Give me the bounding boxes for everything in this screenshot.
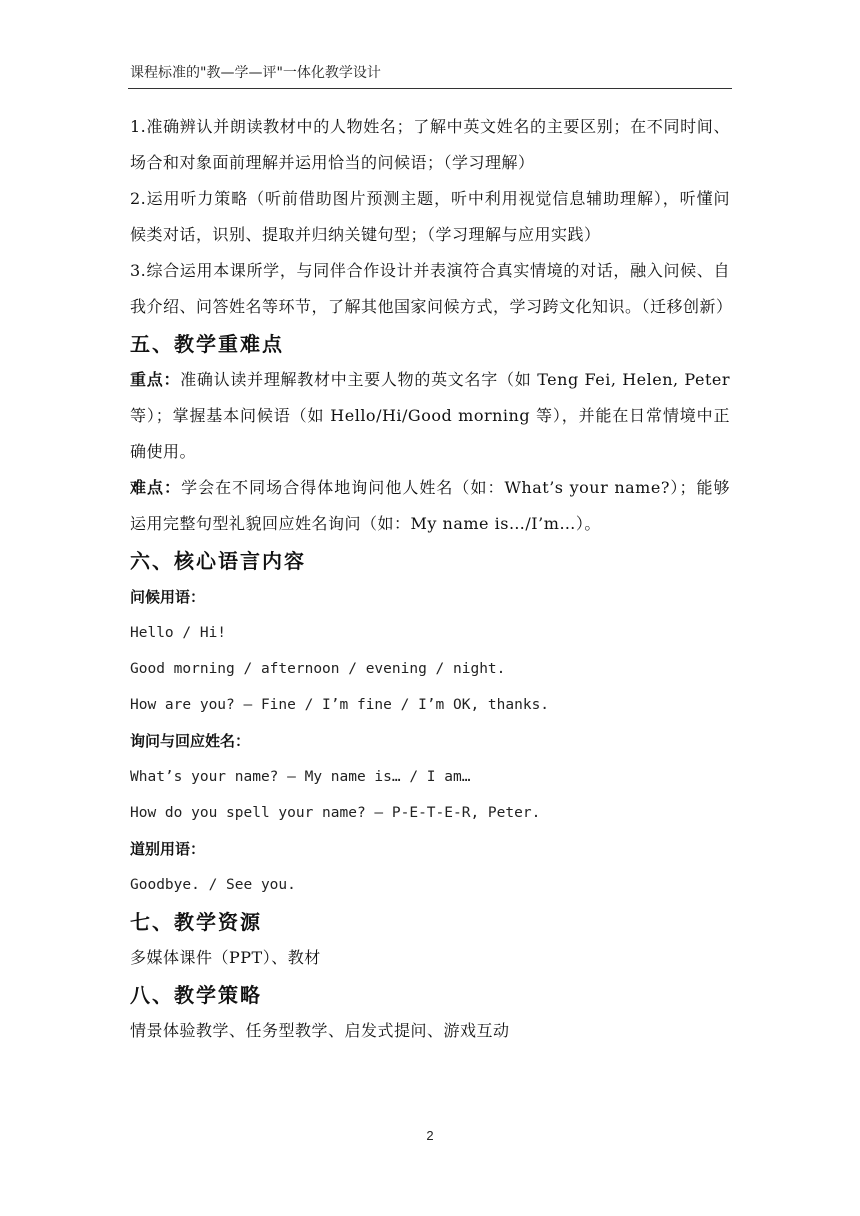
objective-3: 3.综合运用本课所学，与同伴合作设计并表演符合真实情境的对话，融入问候、自我介绍、问答姓名等环节，了解其他国家问候方式，学习跨文化知识。（迁移创新） <box>130 261 733 316</box>
greetings-label: 问候用语： <box>130 588 206 606</box>
section-5-heading: 五、教学重难点 <box>130 332 284 356</box>
section-7-heading: 七、教学资源 <box>130 910 262 934</box>
key-points-label: 重点： <box>130 370 181 389</box>
objective-1: 1.准确辨认并朗读教材中的人物姓名；了解中英文姓名的主要区别；在不同时间、场合和对象面前理解并运用恰当的问候语；（学习理解） <box>130 117 730 172</box>
key-points-paragraph <box>130 362 730 470</box>
name-line-1: What’s your name? — My name is… / I am… <box>130 769 471 785</box>
resources-text: 多媒体课件（PPT）、教材 <box>130 948 321 967</box>
key-points-text: 准确认读并理解教材中主要人物的英文名字（如 Teng Fei, Helen, Peter 等）；掌握基本问候语（如 Hello/Hi/Good morning 等），并能在日常情境中正确使用。 <box>130 370 730 461</box>
greeting-line-3: How are you? — Fine / I’m fine / I’m OK, thanks. <box>130 697 550 713</box>
difficult-points-text: 学会在不同场合得体地询问他人姓名（如：What’s your name?）；能够运用完整句型礼貌回应姓名询问（如：My name is…/I’m…）。 <box>130 478 730 533</box>
header-divider <box>128 88 732 89</box>
greeting-line-1: Hello / Hi! <box>130 625 227 641</box>
difficult-points-paragraph <box>130 470 730 542</box>
goodbye-line-1: Goodbye. / See you. <box>130 877 296 893</box>
section-8-heading: 八、教学策略 <box>130 983 262 1007</box>
page-content <box>130 109 733 1049</box>
running-header: 课程标准的"教—学—评"一体化教学设计 <box>130 65 381 81</box>
greeting-line-2: Good morning / afternoon / evening / night. <box>130 661 506 677</box>
name-line-2: How do you spell your name? — P-E-T-E-R, Peter. <box>130 805 541 821</box>
section-6-heading: 六、核心语言内容 <box>130 549 306 573</box>
strategies-text: 情景体验教学、任务型教学、启发式提问、游戏互动 <box>130 1021 510 1040</box>
objective-2: 2.运用听力策略（听前借助图片预测主题，听中利用视觉信息辅助理解），听懂问候类对话，识别、提取并归纳关键句型；（学习理解与应用实践） <box>130 189 730 244</box>
difficult-points-label: 难点： <box>130 478 182 497</box>
goodbye-label: 道别用语： <box>130 840 206 858</box>
names-label: 询问与回应姓名： <box>130 732 251 750</box>
page-number: 2 <box>426 1128 434 1143</box>
